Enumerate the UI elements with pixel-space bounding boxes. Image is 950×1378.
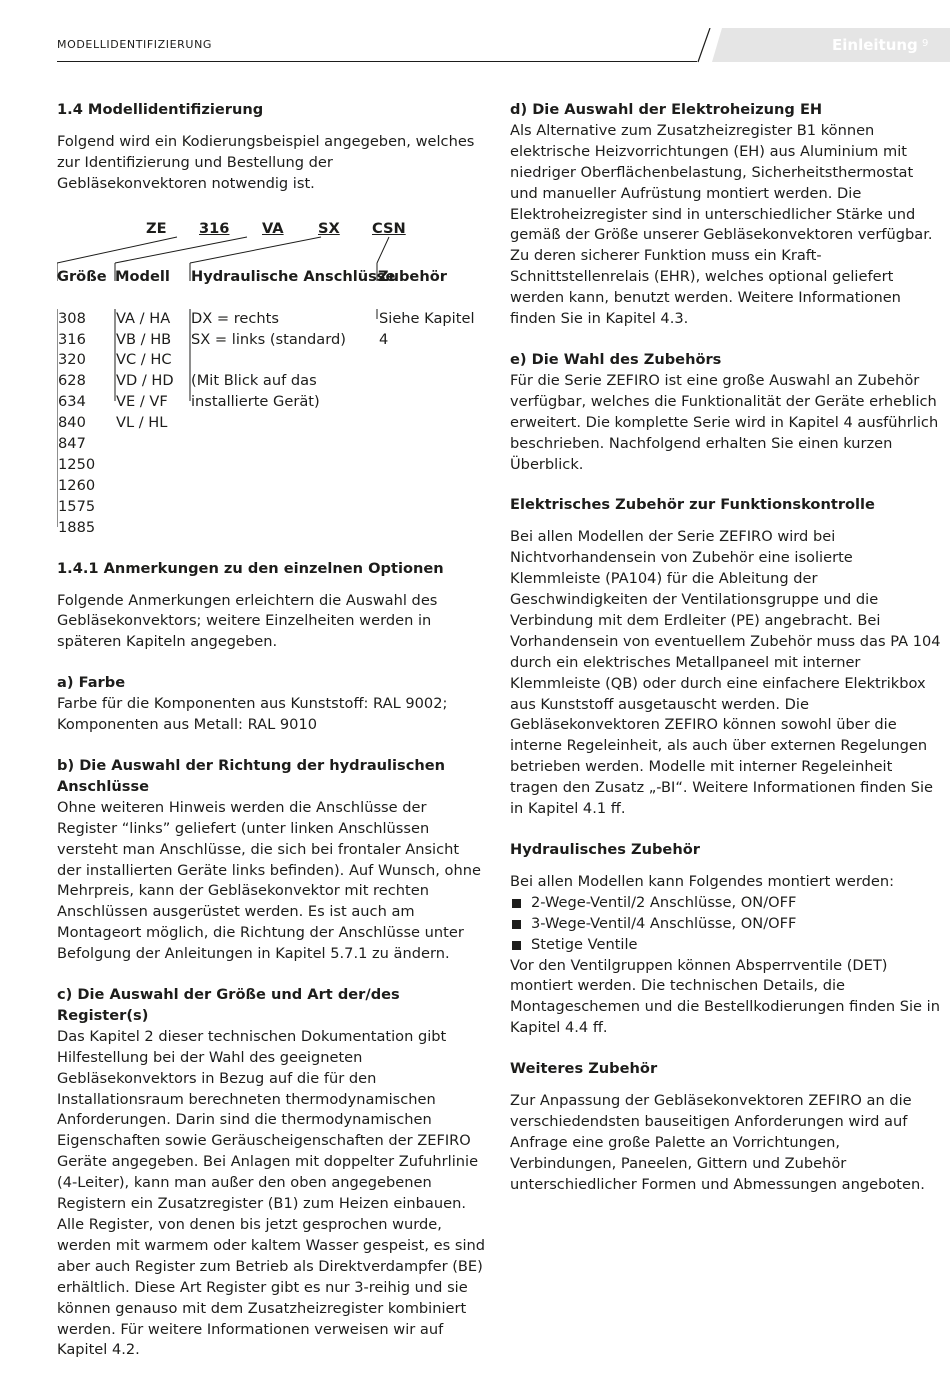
size-item: 308	[58, 309, 86, 327]
section-heading-1-4: 1.4 Modellidentifizierung	[57, 101, 264, 118]
hydraulic-item	[191, 350, 346, 371]
code-segment-model: VA	[262, 219, 284, 237]
page-number: 9	[922, 38, 929, 49]
intro-paragraph: Folgend wird ein Kodierungsbeispiel angegeben, welches zur Identifizierung und Bestellung der Gebläsekonvektoren notwendig ist.	[57, 132, 475, 192]
list-item	[510, 914, 942, 935]
model-item: VD / HD	[116, 372, 174, 390]
sizes-list	[58, 309, 95, 539]
size-item: 1260	[58, 476, 96, 494]
chapter-title: Einleitung	[832, 36, 918, 54]
option-b-title: b) Die Auswahl der Richtung der hydraulischen Anschlüsse	[57, 756, 446, 795]
hydraulic-item: (Mit Blick auf das	[191, 372, 317, 390]
section-heading-1-4-1: 1.4.1 Anmerkungen zu den einzelnen Optionen	[57, 559, 444, 577]
running-header-section: MODELLIDENTIFIZIERUNG	[57, 38, 213, 51]
option-d-text: Als Alternative zum Zusatzheizregister B1 können elektrische Heizvorrichtungen (EH) aus Aluminium mit niedriger Oberflächenbelastung, Sicherheitsthermostat und manueller Aufrüstung montiert werden. Die Elektroheizregister sind in unterschiedlicher Stärke und gemäß der Größe unserer Gebläsekonvektoren verfügbar. Zu deren sicherer Funktion muss ein Kraft-Schnittstellenrelais (EHR), welches optional geliefert werden kann, benutzt werden. Weitere Informationen finden Sie in Kapitel 4.3.	[510, 121, 933, 328]
hydraulic-accessories-title: Hydraulisches Zubehör	[510, 841, 700, 858]
size-item: 320	[58, 351, 86, 369]
hydraulic-item: DX = rechts	[191, 309, 279, 327]
option-e-text: Für die Serie ZEFIRO ist eine große Auswahl an Zubehör verfügbar, welches die Funktionalität der Geräte erheblich erweitert. Die komplette Serie wird in Kapitel 4 ausführlich beschrieben. Nachfolgend erhalten Sie einen kurzen Überblick.	[510, 371, 939, 473]
code-diagram	[57, 215, 487, 559]
header-slash	[690, 28, 714, 64]
models-list	[116, 309, 174, 434]
option-b-text: Ohne weiteren Hinweis werden die Anschlüsse der Register “links” geliefert (unter linken Anschlüssen versteht man Anschlüsse, die sich bei frontaler Ansicht der installierten Geräte links befinden). Auf Wunsch, ohne Mehrpreis, kann der Gebläsekonvektor mit rechten Anschlüssen ausgerüstet werden. Es ist auch am Montageort möglich, die Richtung der Anschlüsse unter Befolgung der Anleitungen in Kapitel 5.7.1 zu ändern.	[57, 798, 481, 963]
accessory-note: Siehe Kapitel 4	[379, 309, 475, 348]
size-item: 316	[58, 330, 86, 348]
list-item	[510, 935, 942, 956]
bullet-square-icon	[512, 920, 521, 929]
model-item: VC / HC	[116, 351, 172, 369]
list-item-text: 2-Wege-Ventil/2 Anschlüsse, ON/OFF	[531, 893, 797, 911]
right-column	[510, 100, 942, 1196]
column-header-model: Modell	[115, 267, 170, 285]
code-segment-hydraulic: SX	[318, 219, 340, 237]
hydraulic-accessories-list	[510, 893, 942, 956]
model-item: VA / HA	[116, 309, 171, 327]
list-item-text: 3-Wege-Ventil/4 Anschlüsse, ON/OFF	[531, 914, 797, 932]
hydraulic-list	[191, 309, 346, 414]
bullet-square-icon	[512, 899, 521, 908]
size-item: 1885	[58, 518, 96, 536]
code-segment-ze: ZE	[146, 219, 167, 237]
hydraulic-accessories-text: Vor den Ventilgruppen können Absperrventile (DET) montiert werden. Die technischen Details, die Montageschemen und die Bestellkodierungen finden Sie in Kapitel 4.4 ff.	[510, 956, 940, 1037]
code-segment-accessory: CSN	[372, 219, 406, 237]
header-rule	[57, 61, 697, 62]
size-item: 1250	[58, 455, 96, 473]
option-e-title: e) Die Wahl des Zubehörs	[510, 350, 722, 368]
size-item: 628	[58, 372, 86, 390]
size-item: 847	[58, 435, 86, 453]
model-item: VB / HB	[116, 330, 172, 348]
further-accessories-text: Zur Anpassung der Gebläsekonvektoren ZEFIRO an die verschiedendsten bauseitigen Anforderungen wird auf Anfrage eine große Palette an Vorrichtungen, Verbindungen, Paneelen, Gittern und Zubehör unterschiedlicher Formen und Abmessungen angeboten.	[510, 1092, 925, 1193]
size-item: 1575	[58, 497, 96, 515]
hydraulic-item: SX = links (standard)	[191, 330, 346, 348]
column-header-hydraulic: Hydraulische Anschlüsse	[191, 267, 396, 285]
list-item	[510, 893, 942, 914]
size-item: 634	[58, 393, 86, 411]
hydraulic-accessories-intro: Bei allen Modellen kann Folgendes montiert werden:	[510, 872, 895, 890]
column-header-accessory: Zubehör	[378, 267, 447, 285]
option-c-text: Das Kapitel 2 dieser technischen Dokumentation gibt Hilfestellung bei der Wahl des geeigneten Gebläsekonvektors in Bezug auf die für den Installationsraum berechneten thermodynamischen Anforderungen. Darin sind die thermodynamischen Eigenschaften sowie Geräuscheigenschaften der ZEFIRO Geräte angegeben. Bei Anlagen mit doppelter Zufuhrlinie (4-Leiter), kann man außer den oben angegebenen Registern ein Zusatzregister (B1) zum Heizen einbauen. Alle Register, von denen bis jetzt gesprochen wurde, werden mit warmem oder kaltem Wasser gespeist, es sind aber auch Register zum Betrieb als Direktverdampfer (BE) erhältlich. Diese Art Register gibt es nur 3-reihig und sie können genauso mit dem Zusatzheizregister kombiniert werden. Für weitere Informationen verweisen wir auf Kapitel 4.2.	[57, 1027, 486, 1359]
option-d-title: d) Die Auswahl der Elektroheizung EH	[510, 101, 823, 118]
option-a-text: Farbe für die Komponenten aus Kunststoff: RAL 9002; Komponenten aus Metall: RAL 9010	[57, 695, 448, 734]
model-item: VL / HL	[116, 414, 168, 432]
left-column	[57, 100, 487, 1361]
hydraulic-item: installierte Gerät)	[191, 393, 320, 411]
bullet-square-icon	[512, 941, 521, 950]
code-segment-size: 316	[199, 219, 230, 237]
column-header-size: Größe	[57, 267, 107, 285]
notes-intro: Folgende Anmerkungen erleichtern die Auswahl des Gebläsekonvektors; weitere Einzelheiten werden in späteren Kapiteln angegeben.	[57, 591, 438, 651]
model-item: VE / VF	[116, 393, 168, 411]
electrical-accessories-title: Elektrisches Zubehör zur Funktionskontrolle	[510, 496, 875, 514]
size-item: 840	[58, 414, 86, 432]
list-item-text: Stetige Ventile	[531, 935, 638, 953]
further-accessories-title: Weiteres Zubehör	[510, 1060, 658, 1078]
option-c-title: c) Die Auswahl der Größe und Art der/des Register(s)	[57, 986, 400, 1024]
electrical-accessories-text: Bei allen Modellen der Serie ZEFIRO wird bei Nichtvorhandensein von Zubehör eine isolierte Klemmleiste (PA104) für die Ableitung der Geschwindigkeiten der Ventilationsgruppe und die Verbindung mit dem Erdleiter (PE) angebracht. Bei Vorhandensein von eventuellem Zubehör muss das PA 104 durch ein elektrisches Metallpaneel mit interner Klemmleiste (QB) oder durch eine einfachere Elektrikbox aus Kunststoff ausgetauscht werden. Die Gebläsekonvektoren ZEFIRO können sowohl über die interne Regeleinheit, als auch über externen Regelungen betrieben werden. Modelle mit interner Regeleinheit tragen den Zusatz „-BI“. Weitere Informationen finden Sie in Kapitel 4.1 ff.	[510, 528, 941, 818]
option-a-title: a) Farbe	[57, 674, 126, 692]
